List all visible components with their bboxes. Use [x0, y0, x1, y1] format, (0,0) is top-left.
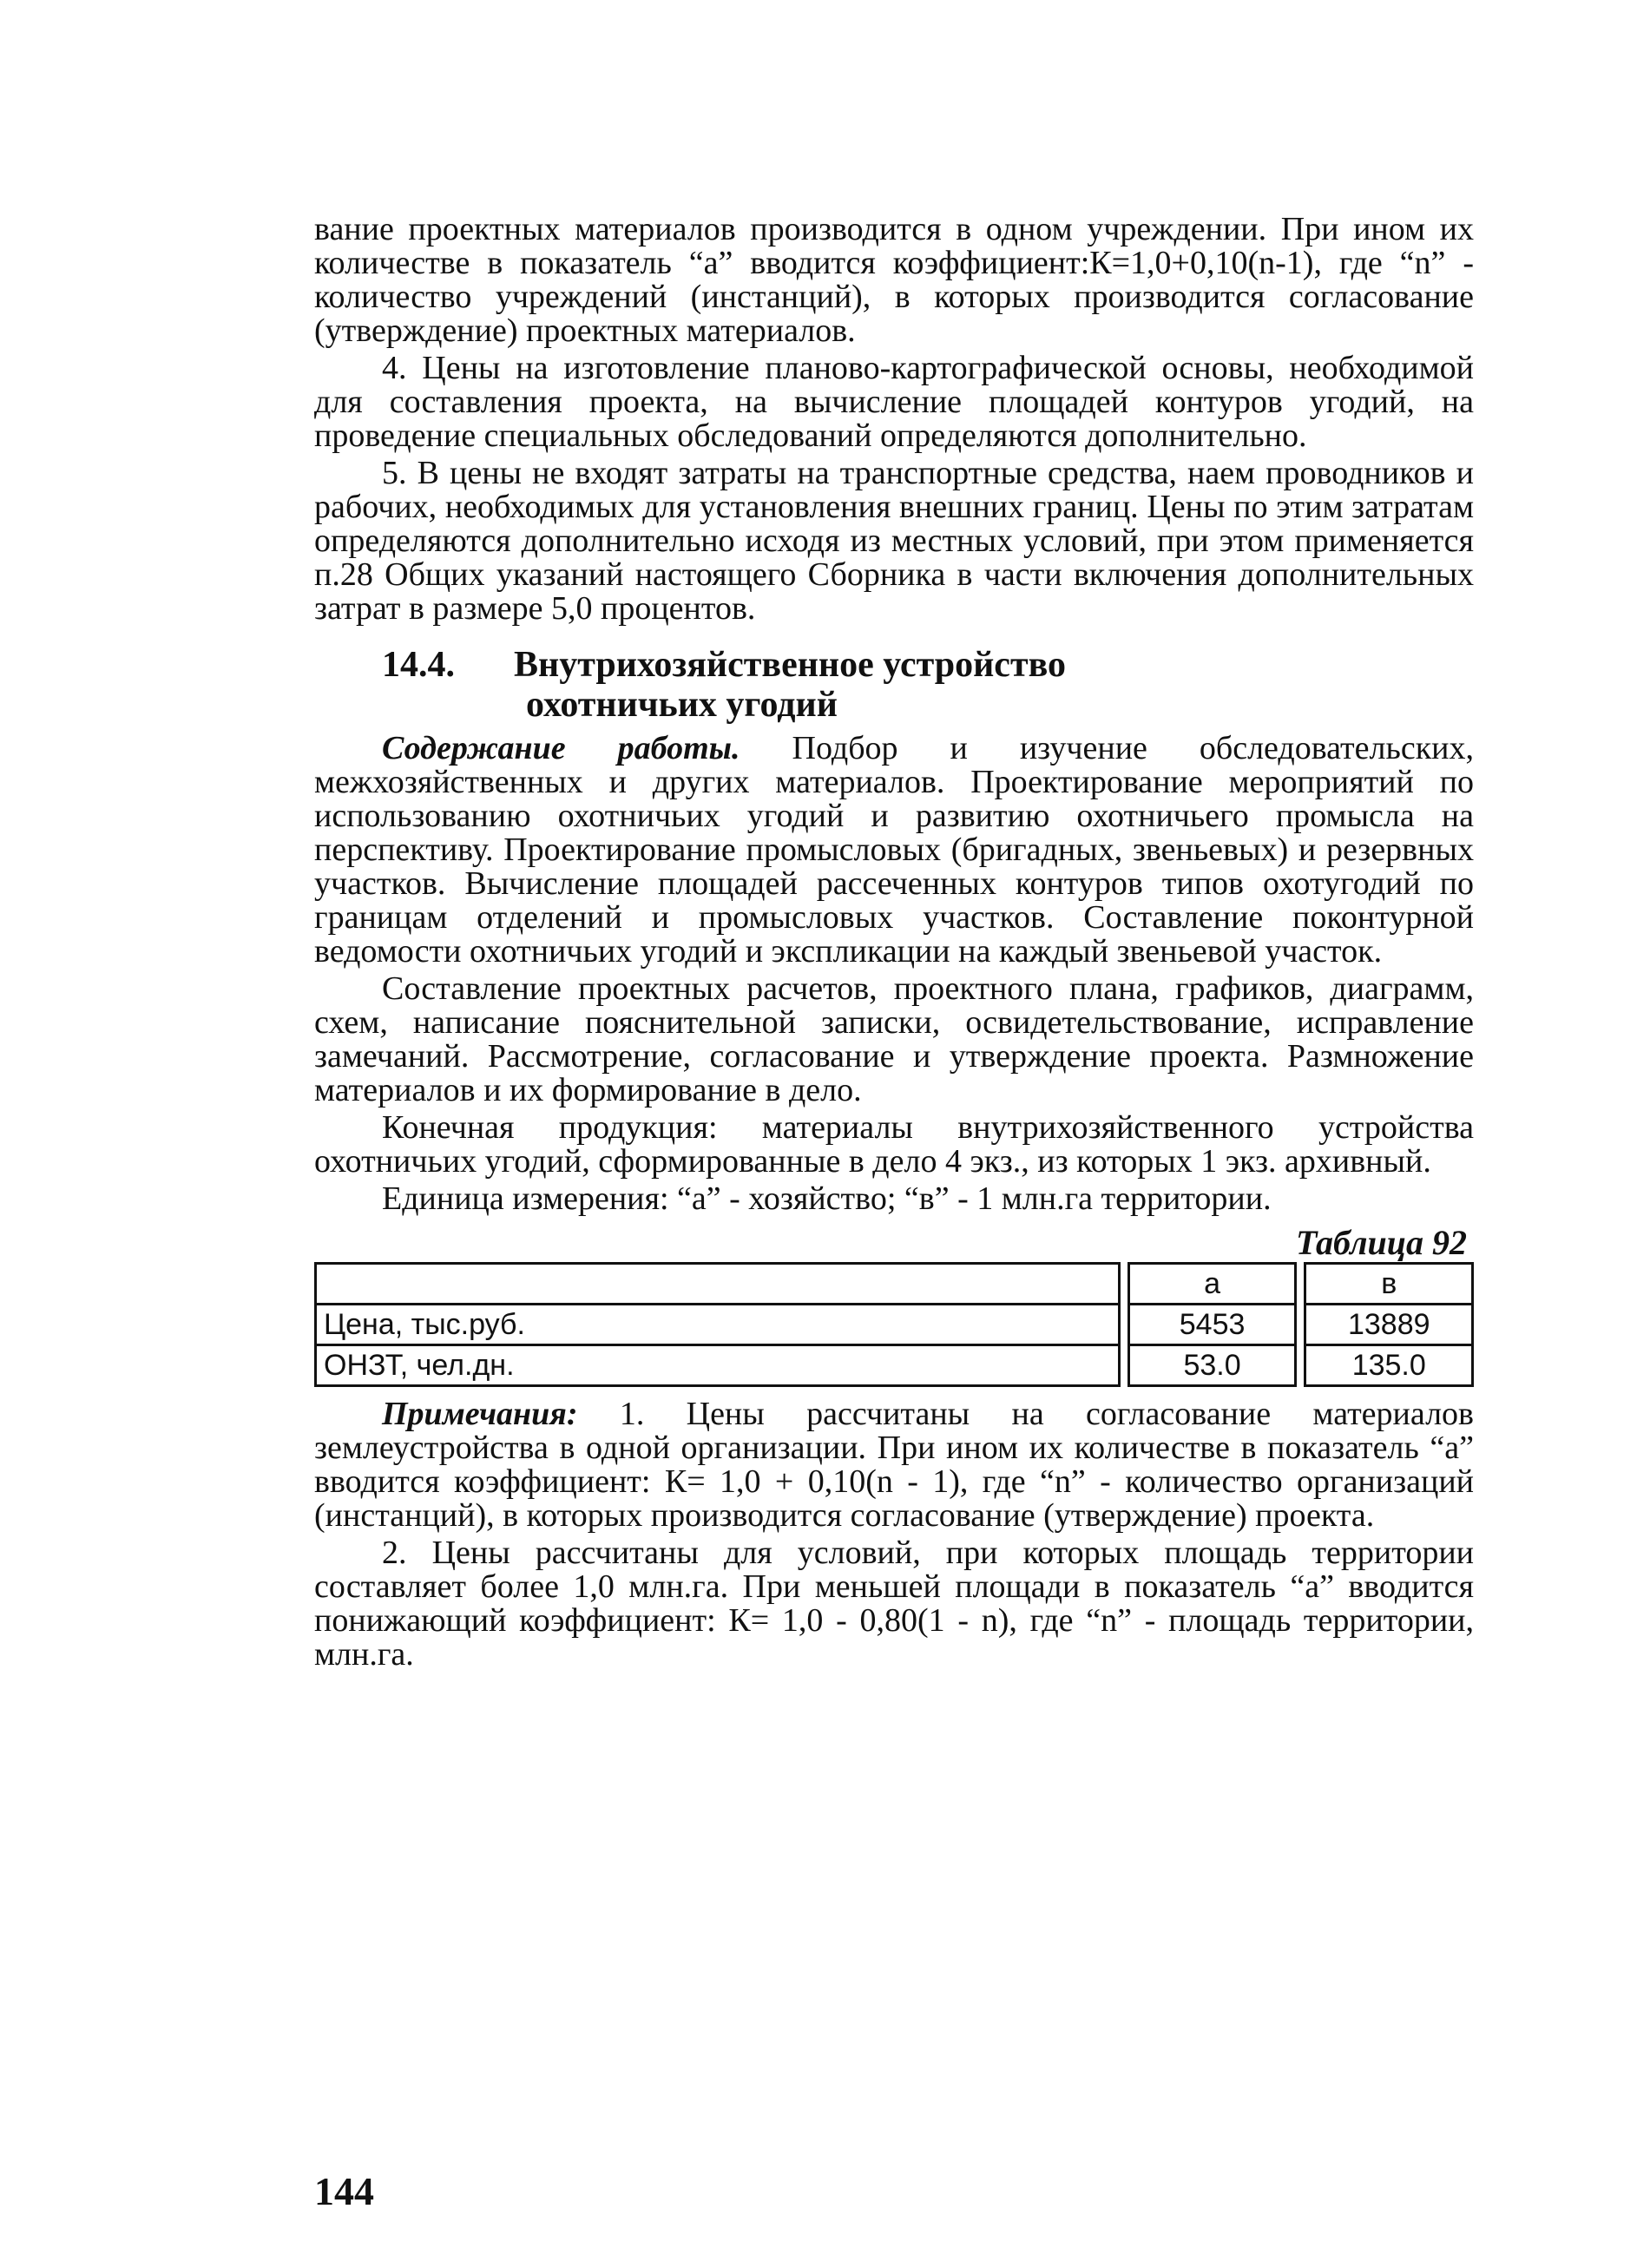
column-gap: [1296, 1345, 1305, 1386]
intro-paragraph: вание проектных материалов производится в одном учреждении. При ином их количестве в показатель “а” вводится коэффициент:К=1,0+0,10(n-1), где “n” - количество учреждений (инстанций), в которых производится согласование (утверждение) проектных материалов.: [314, 211, 1474, 349]
note-2-paragraph: 2. Цены рассчитаны для условий, при которых площадь территории составляет более 1,0 млн.га. При меньшей площади в показатель “а” вводится понижающий коэффициент: К= 1,0 - 0,80(1 - n), где “n” - площадь территории, млн.га.: [314, 1535, 1474, 1673]
note-1-text: 1. Цены рассчитаны на согласование материалов землеустройства в одной организации. При ином их количестве в показатель “а” вводится коэффициент: К= 1,0 + 0,10(n - 1), где “n” - количество организаций (инстанций), в которых производится согласование (утверждение) проекта.: [314, 1396, 1474, 1534]
paragraph-4: 4. Цены на изготовление планово-картографической основы, необходимой для составления проекта, на вычисление площадей контуров угодий, на проведение специальных обследований определяются дополнительно.: [314, 350, 1474, 454]
header-cell-a: а: [1128, 1264, 1295, 1305]
paragraph-5: 5. В цены не входят затраты на транспортные средства, наем проводников и рабочих, необходимых для установления внешних границ. Цены по этим затратам определяются дополнительно исходя из местных условий, при этом применяется п.28 Общих указаний настоящего Сборника в части включения дополнительных затрат в размере 5,0 процентов.: [314, 455, 1474, 627]
content-label: Содержание работы.: [382, 730, 740, 766]
row-label: Цена, тыс.руб.: [316, 1305, 1120, 1345]
table-row: [316, 1305, 1473, 1345]
section-title-line1: Внутрихозяйственное устройство: [514, 645, 1066, 685]
row-label: ОНЗТ, чел.дн.: [316, 1345, 1120, 1386]
unit-paragraph: Единица измерения: “а” - хозяйство; “в” - 1 млн.га территории.: [382, 1180, 1272, 1217]
price-table: [314, 1262, 1474, 1387]
column-gap: [1296, 1264, 1305, 1305]
product-paragraph: Конечная продукция: материалы внутрихозяйственного устройства охотничьих угодий, сформированные в дело 4 экз., из которых 1 экз. архивный.: [314, 1109, 1474, 1180]
column-gap: [1119, 1305, 1128, 1345]
unit-and-table-title: [314, 1180, 1474, 1262]
header-cell-empty: [316, 1264, 1120, 1305]
section-number: 14.4.: [382, 645, 455, 685]
table-title: Таблица 92: [1296, 1223, 1467, 1262]
column-gap: [1119, 1264, 1128, 1305]
cell-b: 135.0: [1305, 1345, 1473, 1386]
cell-b: 13889: [1305, 1305, 1473, 1345]
section-heading: [382, 645, 1474, 725]
table-row: [316, 1345, 1473, 1386]
cell-a: 53.0: [1128, 1345, 1295, 1386]
content-text: Подбор и изучение обследовательских, межхозяйственных и других материалов. Проектирование мероприятий по использованию охотничьих угодий и развитию охотничьего промысла на перспективу. Проектирование промысловых (бригадных, звеньевых) и резервных участков. Вычисление площадей рассеченных контуров типов охотугодий по границам отделений и промысловых участков. Составление поконтурной ведомости охотничьих угодий и экспликации на каждый звеньевой участок.: [314, 730, 1474, 970]
notes-label: Примечания:: [382, 1396, 578, 1432]
header-cell-b: в: [1305, 1264, 1473, 1305]
cell-a: 5453: [1128, 1305, 1295, 1345]
text-column: [314, 213, 1474, 1672]
column-gap: [1296, 1305, 1305, 1345]
table-header-row: [316, 1264, 1473, 1305]
page-number: 144: [314, 2169, 374, 2213]
section-title-line2: охотничьих угодий: [526, 685, 838, 725]
note-1-paragraph: [314, 1397, 1474, 1533]
design-paragraph: Составление проектных расчетов, проектного плана, графиков, диаграмм, схем, написание пояснительной записки, освидетельствование, исправление замечаний. Рассмотрение, согласование и утверждение проекта. Размножение материалов и их формирование в дело.: [314, 970, 1474, 1108]
content-paragraph: [314, 732, 1474, 969]
column-gap: [1119, 1345, 1128, 1386]
